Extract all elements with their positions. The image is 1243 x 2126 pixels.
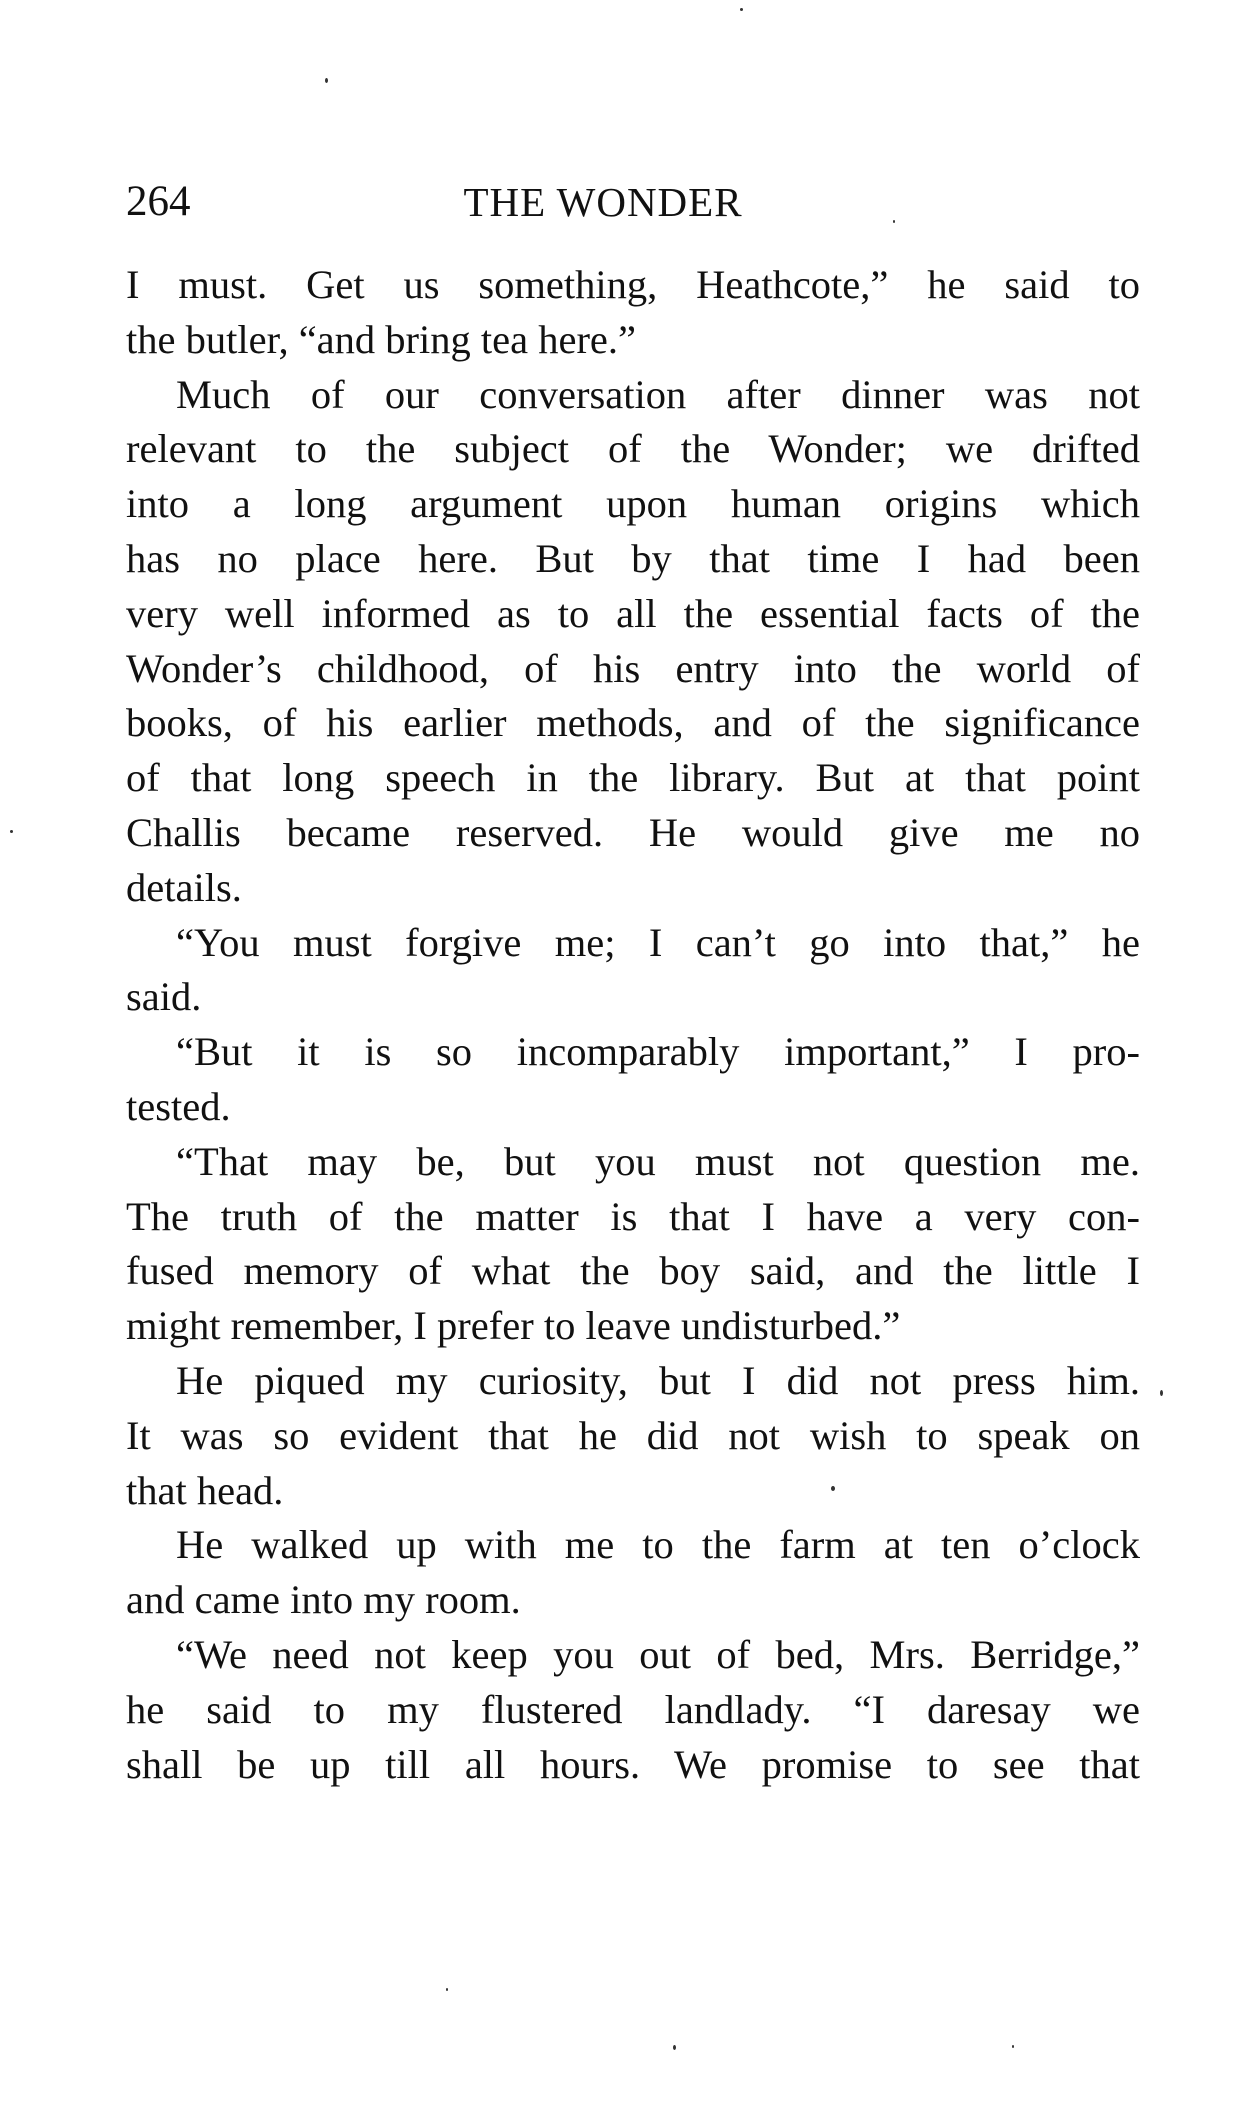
text-line: the butler, “and bring tea here.” xyxy=(126,316,637,362)
text-line: has no place here. But by that time I had been xyxy=(126,535,1140,581)
text-line: He walked up with me to the farm at ten o’clock xyxy=(176,1522,1140,1568)
page-number: 264 xyxy=(126,178,191,225)
text-line: He piqued my curiosity, but I did not press him. xyxy=(176,1357,1140,1403)
page-header xyxy=(126,172,1140,232)
paragraph xyxy=(126,1025,1140,1135)
scan-speck xyxy=(831,1486,835,1491)
running-title: THE WONDER xyxy=(463,179,743,225)
text-line: “We need not keep you out of bed, Mrs. Berridge,” xyxy=(176,1631,1140,1677)
text-line: tested. xyxy=(126,1083,231,1129)
paragraph xyxy=(126,1518,1140,1628)
text-line: Wonder’s childhood, of his entry into the world of xyxy=(126,645,1140,691)
scan-speck xyxy=(1160,1390,1163,1396)
text-line: said. xyxy=(126,974,202,1020)
text-line: might remember, I prefer to leave undisturbed.” xyxy=(126,1303,901,1349)
scan-speck xyxy=(446,1988,448,1991)
paragraph xyxy=(126,258,1140,368)
scan-speck xyxy=(673,2045,676,2050)
text-line: “That may be, but you must not question me. xyxy=(176,1138,1140,1184)
text-line: relevant to the subject of the Wonder; we drifted xyxy=(126,426,1140,472)
paragraph xyxy=(126,916,1140,1026)
text-line: The truth of the matter is that I have a very con- xyxy=(126,1193,1140,1239)
scan-speck xyxy=(893,220,895,223)
text-line: fused memory of what the boy said, and the little I xyxy=(126,1248,1140,1294)
text-line: It was so evident that he did not wish to speak on xyxy=(126,1412,1140,1458)
text-line: “You must forgive me; I can’t go into that,” he xyxy=(176,919,1140,965)
text-line: details. xyxy=(126,864,242,910)
scan-speck xyxy=(325,78,328,83)
scan-speck xyxy=(10,830,13,833)
text-line: I must. Get us something, Heathcote,” he said to xyxy=(126,262,1140,307)
text-line: that head. xyxy=(126,1467,284,1513)
text-line: and came into my room. xyxy=(126,1577,521,1623)
scan-speck xyxy=(740,8,743,11)
text-line: Much of our conversation after dinner was not xyxy=(176,371,1140,417)
paragraph xyxy=(126,1628,1140,1792)
text-line: into a long argument upon human origins which xyxy=(126,481,1140,527)
paragraph xyxy=(126,1135,1140,1354)
text-line: very well informed as to all the essential facts of the xyxy=(126,590,1140,636)
text-line: Challis became reserved. He would give me no xyxy=(126,809,1140,855)
paragraph xyxy=(126,1354,1140,1518)
paragraph xyxy=(126,368,1140,916)
page-body xyxy=(126,258,1140,1792)
scan-speck xyxy=(1012,2045,1014,2048)
text-line: “But it is so incomparably important,” I pro- xyxy=(176,1029,1140,1075)
text-line: of that long speech in the library. But at that point xyxy=(126,755,1140,801)
text-line: books, of his earlier methods, and of the significance xyxy=(126,700,1140,746)
text-line: shall be up till all hours. We promise to see that xyxy=(126,1741,1140,1787)
text-line: he said to my flustered landlady. “I daresay we xyxy=(126,1686,1140,1732)
